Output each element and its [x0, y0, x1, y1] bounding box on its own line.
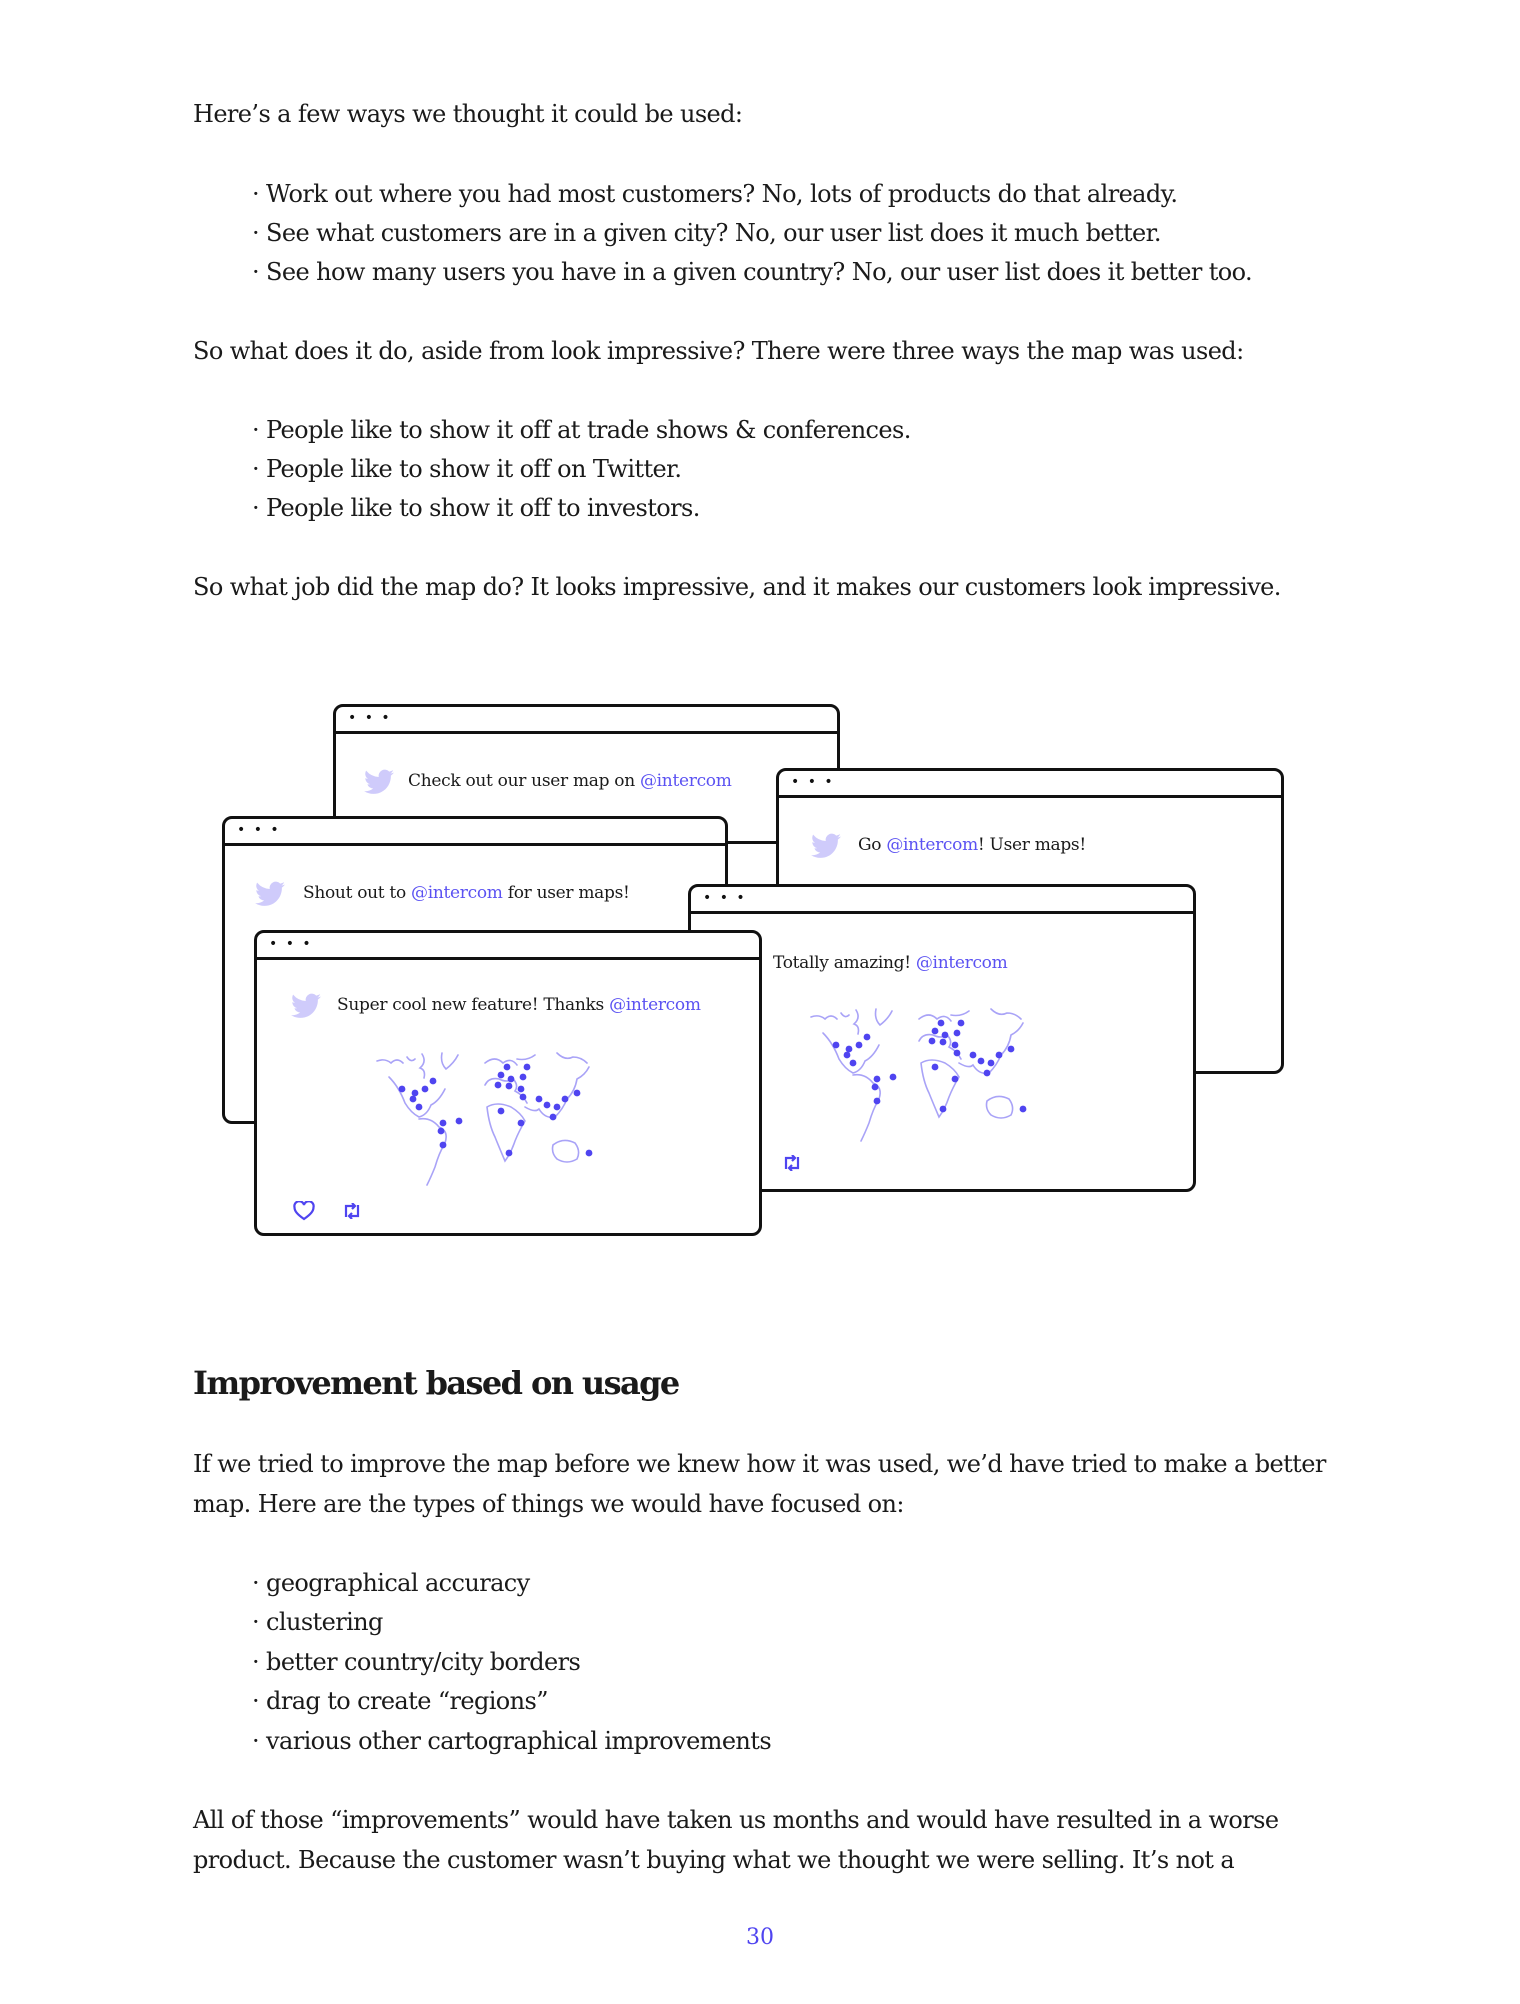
window-dots-icon: • • • [237, 822, 281, 838]
window-title-bar [779, 771, 1281, 798]
idea-list-item: · See how many users you have in a given country? No, our user list does it better too. [252, 258, 1253, 286]
user-location-dot [874, 1076, 881, 1083]
user-location-dot [970, 1052, 977, 1059]
focus-list-item: · clustering [252, 1608, 383, 1636]
user-location-dot [846, 1046, 853, 1053]
user-location-dot [954, 1050, 961, 1057]
coastline-line [811, 1009, 892, 1034]
twitter-bird-icon [291, 993, 321, 1019]
page-number: 30 [746, 1925, 774, 1950]
user-location-dot [518, 1120, 525, 1127]
user-location-dot [536, 1096, 543, 1103]
user-location-dot [942, 1032, 949, 1039]
user-location-dot [952, 1076, 959, 1083]
user-location-dot [506, 1083, 513, 1090]
user-location-dot [422, 1086, 429, 1093]
user-location-dot [562, 1096, 569, 1103]
window-title-bar [257, 933, 759, 960]
user-location-dot [412, 1090, 419, 1097]
user-location-dot [874, 1098, 881, 1105]
user-location-dot [440, 1120, 447, 1127]
world-map-image [367, 1049, 607, 1199]
coastline-line [919, 1009, 1021, 1021]
focus-list-item: · better country/city borders [252, 1648, 581, 1676]
coastline-line [823, 1033, 879, 1073]
user-location-dot [504, 1064, 511, 1071]
user-location-dot [929, 1038, 936, 1045]
user-location-dot [410, 1096, 417, 1103]
body-paragraph: If we tried to improve the map before we knew how it was used, we’d have tried to make a better [193, 1450, 1326, 1478]
user-location-dot [586, 1150, 593, 1157]
user-location-dot [940, 1039, 947, 1046]
user-location-dot [399, 1086, 406, 1093]
user-location-dot [554, 1104, 561, 1111]
section-heading: Improvement based on usage [193, 1364, 679, 1402]
user-location-dot [958, 1020, 965, 1027]
user-location-dot [850, 1060, 857, 1067]
mention-link[interactable]: @intercom [639, 771, 732, 791]
window-title-bar [336, 707, 837, 734]
twitter-bird-icon [255, 881, 285, 907]
use-list-item: · People like to show it off to investors. [252, 494, 700, 522]
heart-icon[interactable] [293, 1201, 315, 1221]
tweet-text: Super cool new feature! Thanks @intercom [337, 995, 701, 1015]
user-location-dot [498, 1072, 505, 1079]
body-paragraph: product. Because the customer wasn’t buying what we thought we were selling. It’s not a [193, 1846, 1235, 1874]
user-location-dot [952, 1042, 959, 1049]
user-location-dot [872, 1084, 879, 1091]
user-location-dot [954, 1030, 961, 1037]
user-location-dot [833, 1042, 840, 1049]
body-paragraph: All of those “improvements” would have taken us months and would have resulted in a worse [193, 1806, 1279, 1834]
use-list-item: · People like to show it off on Twitter. [252, 455, 682, 483]
coastline-line [485, 1053, 587, 1065]
focus-list-item: · drag to create “regions” [252, 1687, 548, 1715]
user-location-dot [520, 1074, 527, 1081]
user-location-dot [984, 1070, 991, 1077]
user-location-dot [506, 1150, 513, 1157]
window-dots-icon: • • • [703, 890, 747, 906]
intro-paragraph: Here’s a few ways we thought it could be used: [193, 100, 743, 128]
idea-list-item: · Work out where you had most customers? No, lots of products do that already. [252, 180, 1178, 208]
window-title-bar [225, 819, 725, 846]
coastline-line [377, 1053, 458, 1078]
user-location-dot [978, 1058, 985, 1065]
window-dots-icon: • • • [348, 710, 392, 726]
user-location-dot [456, 1118, 463, 1125]
user-location-dot [856, 1042, 863, 1049]
user-location-dot [940, 1106, 947, 1113]
user-location-dot [495, 1082, 502, 1089]
user-location-dot [430, 1078, 437, 1085]
user-location-dot [890, 1074, 897, 1081]
twitter-bird-icon [811, 833, 841, 859]
focus-list-item: · various other cartographical improvements [252, 1727, 772, 1755]
twitter-bird-icon [364, 769, 394, 795]
retweet-icon[interactable] [781, 1155, 803, 1171]
user-location-dot [524, 1064, 531, 1071]
window-title-bar [691, 887, 1193, 914]
window-dots-icon: • • • [269, 936, 313, 952]
coastline-line [987, 1096, 1013, 1118]
world-map-image [801, 1005, 1041, 1155]
question-paragraph: So what does it do, aside from look impressive? There were three ways the map was used: [193, 337, 1244, 365]
tweet-text: Check out our user map on @intercom [408, 771, 732, 791]
user-location-dot [932, 1064, 939, 1071]
idea-list-item: · See what customers are in a given city? No, our user list does it much better. [252, 219, 1161, 247]
body-paragraph: map. Here are the types of things we would have focused on: [193, 1490, 904, 1518]
mention-link[interactable]: @intercom [609, 995, 701, 1015]
mention-link[interactable]: @intercom [886, 835, 978, 855]
tweet-text: Shout out to @intercom for user maps! [303, 883, 630, 903]
conclusion-paragraph: So what job did the map do? It looks impressive, and it makes our customers look impressive. [193, 573, 1281, 601]
user-location-dot [550, 1114, 557, 1121]
mention-link[interactable]: @intercom [915, 953, 1008, 973]
user-location-dot [440, 1142, 447, 1149]
user-location-dot [864, 1034, 871, 1041]
user-location-dot [996, 1052, 1003, 1059]
user-location-dot [938, 1020, 945, 1027]
browser-window [254, 930, 762, 1236]
coastline-line [553, 1140, 579, 1162]
user-location-dot [1020, 1106, 1027, 1113]
use-list-item: · People like to show it off at trade shows & conferences. [252, 416, 911, 444]
user-location-dot [544, 1102, 551, 1109]
mention-link[interactable]: @intercom [411, 883, 503, 903]
tweet-text: Go @intercom! User maps! [858, 835, 1086, 855]
window-dots-icon: • • • [791, 774, 835, 790]
user-location-dot [844, 1052, 851, 1059]
user-location-dot [518, 1086, 525, 1093]
user-location-dot [498, 1108, 505, 1115]
focus-list-item: · geographical accuracy [252, 1569, 530, 1597]
coastline-line [389, 1077, 445, 1117]
user-location-dot [1008, 1046, 1015, 1053]
user-location-dot [520, 1094, 527, 1101]
user-location-dot [438, 1128, 445, 1135]
user-location-dot [988, 1060, 995, 1067]
user-location-dot [574, 1090, 581, 1097]
user-location-dot [416, 1104, 423, 1111]
user-location-dot [508, 1076, 515, 1083]
browser-window [688, 884, 1196, 1192]
user-location-dot [932, 1028, 939, 1035]
retweet-icon[interactable] [341, 1203, 363, 1219]
tweet-text: Totally amazing! @intercom [773, 953, 1008, 973]
